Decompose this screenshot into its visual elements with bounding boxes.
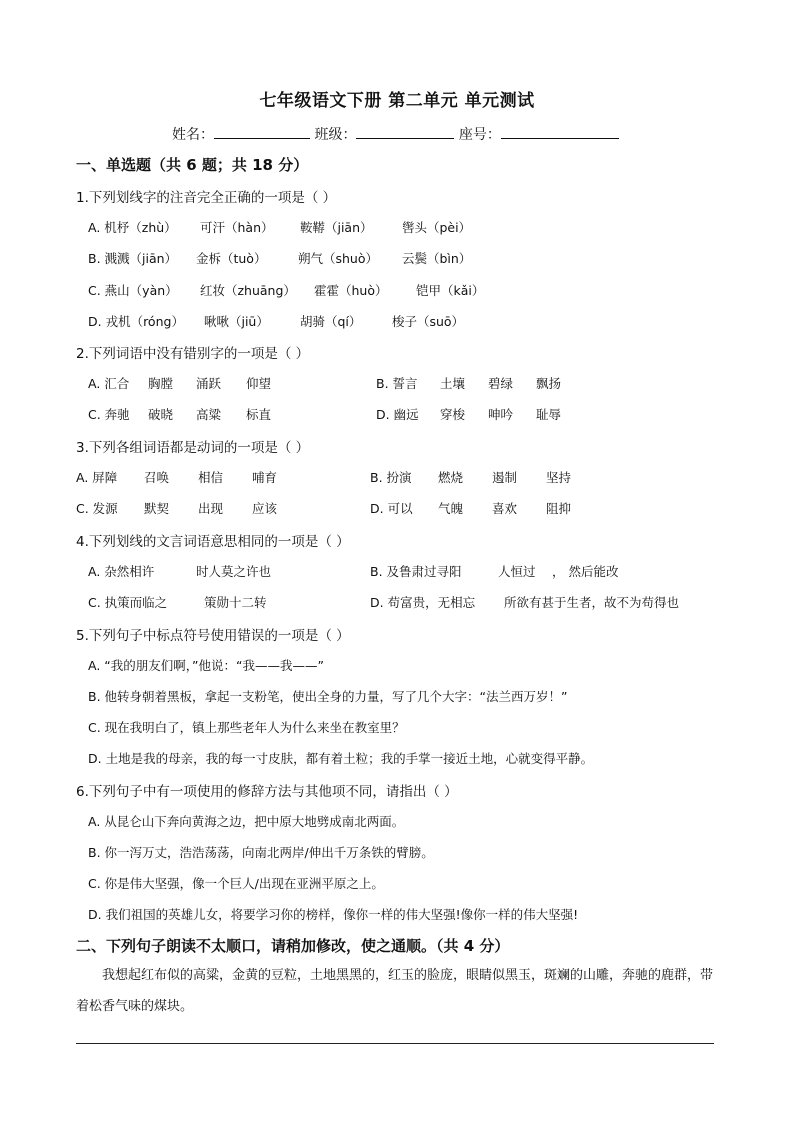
q6-option-a[interactable]: A. 从昆仑山下奔向黄海之边，把中原大地劈成南北两面。: [88, 814, 405, 829]
q2-c-3: 高粱: [195, 407, 221, 422]
q2-option-c[interactable]: [88, 405, 271, 423]
q1-b-1: B. 溅溅（jiān）: [88, 251, 178, 266]
q3-b-1: B. 扮演: [370, 470, 412, 485]
q1-option-a[interactable]: [88, 218, 471, 236]
q2-a-3: 涌跃: [195, 376, 221, 391]
q2-d-3: 呻吟: [487, 407, 513, 422]
q1-option-d[interactable]: [88, 312, 464, 330]
q3-c-4: 应该: [251, 501, 277, 516]
q3-option-b[interactable]: [370, 468, 571, 486]
q4-b-3: ， 然后能改: [551, 564, 619, 579]
class-label: 班级：: [314, 127, 357, 143]
q3-d-4: 阻抑: [545, 501, 571, 516]
q6-stem: 6.下列句子中有一项使用的修辞方法与其他项不同，请指出（ ）: [76, 784, 458, 800]
q1-option-b[interactable]: [88, 249, 471, 267]
q3-b-3: 遏制: [491, 470, 517, 485]
q3-stem: 3.下列各组词语都是动词的一项是（ ）: [76, 440, 310, 456]
student-info-line: [172, 124, 619, 144]
q1-c-4: 铠甲（kǎi）: [415, 283, 485, 298]
q2-b-3: 碧绿: [487, 376, 513, 391]
q4-option-a[interactable]: [88, 562, 271, 580]
q1-stem: 1.下列划线字的注音完全正确的一项是（ ）: [76, 190, 337, 206]
q4-option-c[interactable]: [88, 593, 267, 611]
q3-option-c[interactable]: [76, 499, 277, 517]
q2-d-4: 耻辱: [535, 407, 561, 422]
q1-a-3: 鞍鞯（jiān）: [299, 220, 373, 235]
q1-a-2: 可汗（hàn）: [199, 220, 274, 235]
q6-option-d[interactable]: D. 我们祖国的英雄儿女，将要学习你的榜样，像你一样的伟大坚强!像你一样的伟大坚强!: [88, 907, 579, 922]
q2-d-2: 穿梭: [439, 407, 465, 422]
answer-line[interactable]: [76, 1043, 714, 1044]
q1-c-2: 红妆（zhuāng）: [199, 283, 296, 298]
q2-a-2: 胸膛: [147, 376, 173, 391]
q5-option-a[interactable]: A. “我的朋友们啊，”他说：“我——我——”: [88, 658, 324, 673]
q4-d-1: D. 苟富贵，无相忘: [370, 595, 476, 610]
q3-c-2: 默契: [143, 501, 169, 516]
q3-option-d[interactable]: [370, 499, 571, 517]
q4-option-d[interactable]: [370, 593, 679, 611]
q2-option-a[interactable]: [88, 374, 271, 392]
q2-d-1: D. 幽远: [376, 407, 419, 422]
q3-d-3: 喜欢: [491, 501, 517, 516]
q6-option-b[interactable]: B. 你一泻万丈，浩浩荡荡，向南北两岸/伸出千万条铁的臂膀。: [88, 845, 434, 860]
q1-d-4: 梭子（suō）: [391, 314, 465, 329]
q4-a-2: 时人莫之许也: [195, 564, 271, 579]
q5-stem: 5.下列句子中标点符号使用错误的一项是（ ）: [76, 628, 350, 644]
q2-option-b[interactable]: [376, 374, 561, 392]
q4-c-1: C. 执策而临之: [88, 595, 168, 610]
q4-a-1: A. 杂然相许: [88, 564, 155, 579]
q3-a-2: 召唤: [143, 470, 169, 485]
q4-option-b[interactable]: [370, 562, 618, 580]
q5-option-d[interactable]: D. 土地是我的母亲，我的每一寸皮肤，都有着土粒；我的手掌一接近土地，心就变得平静。: [88, 751, 594, 766]
q3-b-2: 燃烧: [437, 470, 463, 485]
q1-c-3: 霍霍（huò）: [313, 283, 388, 298]
q6-option-c[interactable]: C. 你是伟大坚强，像一个巨人/出现在亚洲平原之上。: [88, 876, 384, 891]
q2-b-4: 飘扬: [535, 376, 561, 391]
q1-option-c[interactable]: [88, 281, 484, 299]
q3-d-1: D. 可以: [370, 501, 413, 516]
q1-d-3: 胡骑（qí）: [299, 314, 362, 329]
q3-a-4: 哺育: [251, 470, 277, 485]
q3-d-2: 气魄: [437, 501, 463, 516]
q1-c-1: C. 燕山（yàn）: [88, 283, 178, 298]
q4-b-2: 人恒过: [497, 564, 536, 579]
q1-b-3: 朔气（shuò）: [297, 251, 378, 266]
seat-label: 座号：: [458, 127, 501, 143]
q2-c-2: 破晓: [147, 407, 173, 422]
q2-b-2: 土壤: [439, 376, 465, 391]
section2-paragraph: 我想起红布似的高粱，金黄的豆粒，土地黑黑的，红玉的脸庞，眼睛似黑玉，斑斓的山雕，奔驰的鹿群，带着松香气味的煤块。: [76, 968, 714, 1014]
q1-d-2: 啾啾（jiū）: [203, 314, 269, 329]
q1-b-2: 金柝（tuò）: [195, 251, 267, 266]
name-blank[interactable]: [214, 124, 310, 139]
q2-c-4: 标直: [245, 407, 271, 422]
q3-a-1: A. 屏障: [76, 470, 118, 485]
q5-option-c[interactable]: C. 现在我明白了，镇上那些老年人为什么来坐在教室里？: [88, 720, 405, 735]
seat-blank[interactable]: [501, 124, 619, 139]
section2-heading: 二、下列句子朗读不太顺口，请稍加修改，使之通顺。（共 4 分）: [76, 937, 510, 955]
q4-d-2: 所欲有甚于生者，故不为苟得也: [503, 595, 679, 610]
q3-c-1: C. 发源: [76, 501, 118, 516]
q4-stem: 4.下列划线的文言词语意思相同的一项是（ ）: [76, 534, 350, 550]
q2-stem: 2.下列词语中没有错别字的一项是（ ）: [76, 346, 310, 362]
q4-b-1: B. 及鲁肃过寻阳: [370, 564, 462, 579]
page-title: 七年级语文下册 第二单元 单元测试: [259, 91, 535, 111]
q2-option-d[interactable]: [376, 405, 561, 423]
q1-d-1: D. 戎机（róng）: [88, 314, 184, 329]
q1-b-4: 云鬓（bìn）: [401, 251, 472, 266]
class-blank[interactable]: [356, 124, 454, 139]
q2-a-1: A. 汇合: [88, 376, 130, 391]
q1-a-4: 辔头（pèi）: [401, 220, 472, 235]
q3-option-a[interactable]: [76, 468, 277, 486]
q3-b-4: 坚持: [545, 470, 571, 485]
q3-a-3: 相信: [197, 470, 223, 485]
q2-b-1: B. 誓言: [376, 376, 418, 391]
name-label: 姓名：: [172, 127, 214, 143]
q1-a-1: A. 机杼（zhù）: [88, 220, 177, 235]
section1-heading: 一、单选题（共 6 题；共 18 分）: [76, 156, 309, 174]
q2-c-1: C. 奔驰: [88, 407, 130, 422]
q4-c-2: 策勋十二转: [203, 595, 267, 610]
q5-option-b[interactable]: B. 他转身朝着黑板，拿起一支粉笔，使出全身的力量，写了几个大字：“法兰西万岁！”: [88, 689, 568, 704]
q3-c-3: 出现: [197, 501, 223, 516]
q2-a-4: 仰望: [245, 376, 271, 391]
